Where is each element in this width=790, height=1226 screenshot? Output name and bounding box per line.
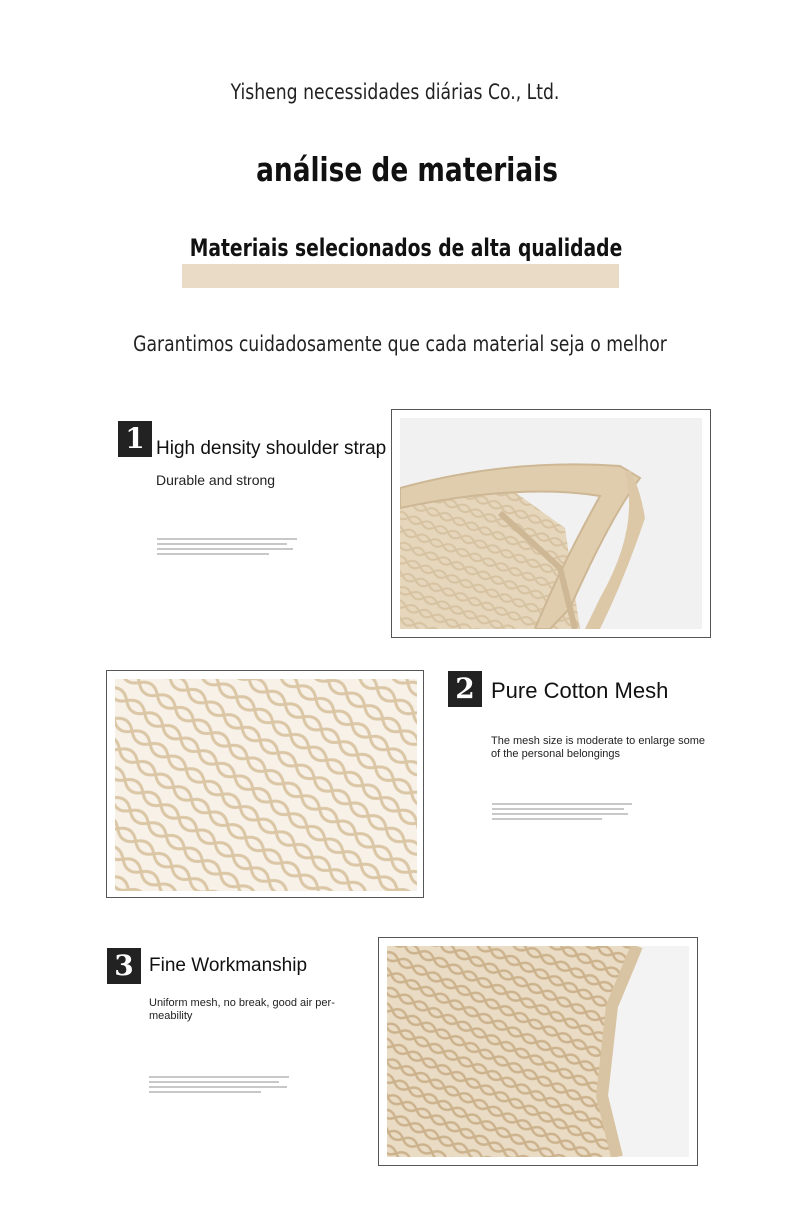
edge-photo-frame xyxy=(378,937,698,1166)
fine-print-block xyxy=(157,538,297,555)
mesh-photo-frame xyxy=(106,670,424,898)
fine-print-block xyxy=(149,1076,289,1093)
cotton-mesh-photo xyxy=(115,679,417,891)
company-name: Yisheng necessidades diárias Co., Ltd. xyxy=(230,80,560,104)
feature-description: Uniform mesh, no break, good air per-meability xyxy=(149,997,335,1022)
fine-print-block xyxy=(492,803,632,820)
strap-photo-frame xyxy=(391,409,711,638)
feature-title: Fine Workmanship xyxy=(149,955,308,976)
tagline: Garantimos cuidadosamente que cada material seja o melhor xyxy=(133,332,667,356)
page-title: análise de materiais xyxy=(256,150,558,189)
feature-title: Pure Cotton Mesh xyxy=(491,678,669,703)
feature-number-badge: 3 xyxy=(107,948,141,984)
feature-number-badge: 2 xyxy=(448,671,482,707)
feature-description: Durable and strong xyxy=(156,472,276,488)
subtitle-highlight-bar xyxy=(182,264,619,288)
feature-description: The mesh size is moderate to enlarge some of the personal belongings xyxy=(491,735,705,760)
cotton-strap-photo xyxy=(400,418,702,629)
page-subtitle: Materiais selecionados de alta qualidade xyxy=(189,234,623,262)
feature-number-badge: 1 xyxy=(118,421,152,457)
mesh-edge-photo xyxy=(387,946,689,1157)
feature-title: High density shoulder strap xyxy=(156,438,387,459)
